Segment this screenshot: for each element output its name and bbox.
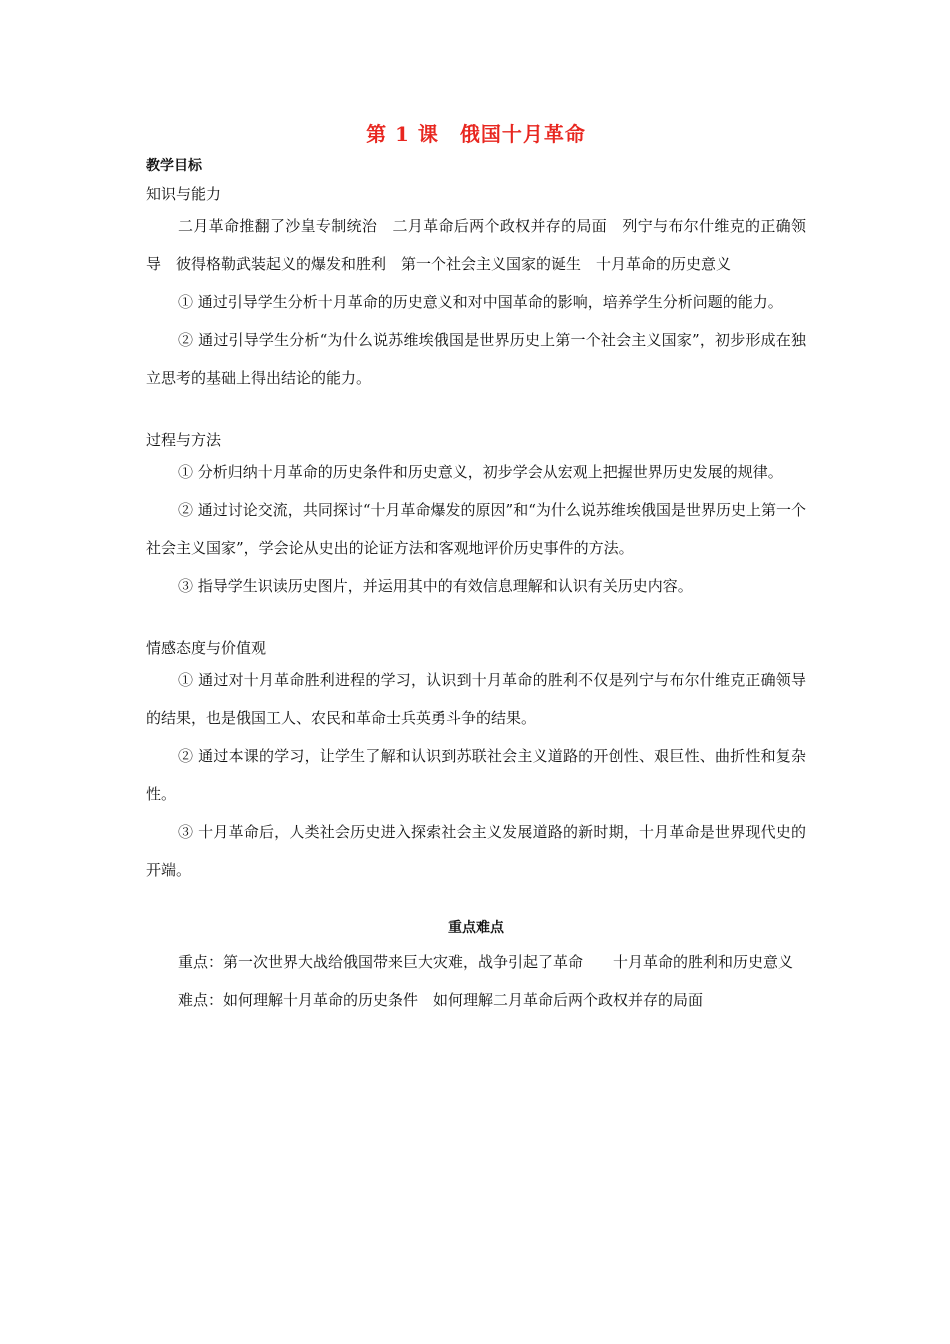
document-page [146, 118, 806, 1019]
section-gap [146, 397, 806, 423]
keypoints-focus: 重点：第一次世界大战给俄国带来巨大灾难，战争引起了革命 十月革命的胜利和历史意义 [178, 953, 794, 971]
process-paragraph-1: ① 分析归纳十月革命的历史条件和历史意义，初步学会从宏观上把握世界历史发展的规律。 [178, 463, 783, 481]
process-paragraph-3: ③ 指导学生识读历史图片，并运用其中的有效信息理解和认识有关历史内容。 [178, 577, 693, 595]
values-paragraph-3: ③ 十月革命后，人类社会历史进入探索社会主义发展道路的新时期，十月革命是世界现代史的开端。 [146, 823, 806, 879]
objectives-heading: 教学目标 [146, 158, 202, 174]
keypoints-heading: 重点难点 [448, 920, 504, 936]
section-gap [146, 605, 806, 631]
knowledge-paragraph-1: 二月革命推翻了沙皇专制统治 二月革命后两个政权并存的局面 列宁与布尔什维克的正确领导 彼得格勒武装起义的爆发和胜利 第一个社会主义国家的诞生 十月革命的历史意义 [146, 217, 806, 273]
knowledge-heading: 知识与能力 [146, 185, 222, 203]
process-heading: 过程与方法 [146, 431, 222, 449]
values-heading: 情感态度与价值观 [146, 639, 267, 657]
lesson-title: 第 1 课 俄国十月革命 [366, 122, 586, 146]
keypoints-difficulty: 难点：如何理解十月革命的历史条件 如何理解二月革命后两个政权并存的局面 [178, 991, 704, 1009]
knowledge-paragraph-2: ① 通过引导学生分析十月革命的历史意义和对中国革命的影响，培养学生分析问题的能力。 [178, 293, 783, 311]
values-paragraph-1: ① 通过对十月革命胜利进程的学习，认识到十月革命的胜利不仅是列宁与布尔什维克正确领导的结果，也是俄国工人、农民和革命士兵英勇斗争的结果。 [146, 671, 806, 727]
values-paragraph-2: ② 通过本课的学习，让学生了解和认识到苏联社会主义道路的开创性、艰巨性、曲折性和复杂性。 [146, 747, 806, 803]
process-paragraph-2: ② 通过讨论交流，共同探讨“十月革命爆发的原因”和“为什么说苏维埃俄国是世界历史上第一个社会主义国家”，学会论从史出的论证方法和客观地评价历史事件的方法。 [146, 501, 806, 557]
knowledge-paragraph-3: ② 通过引导学生分析“为什么说苏维埃俄国是世界历史上第一个社会主义国家”，初步形成在独立思考的基础上得出结论的能力。 [146, 331, 806, 387]
section-gap [146, 889, 806, 915]
